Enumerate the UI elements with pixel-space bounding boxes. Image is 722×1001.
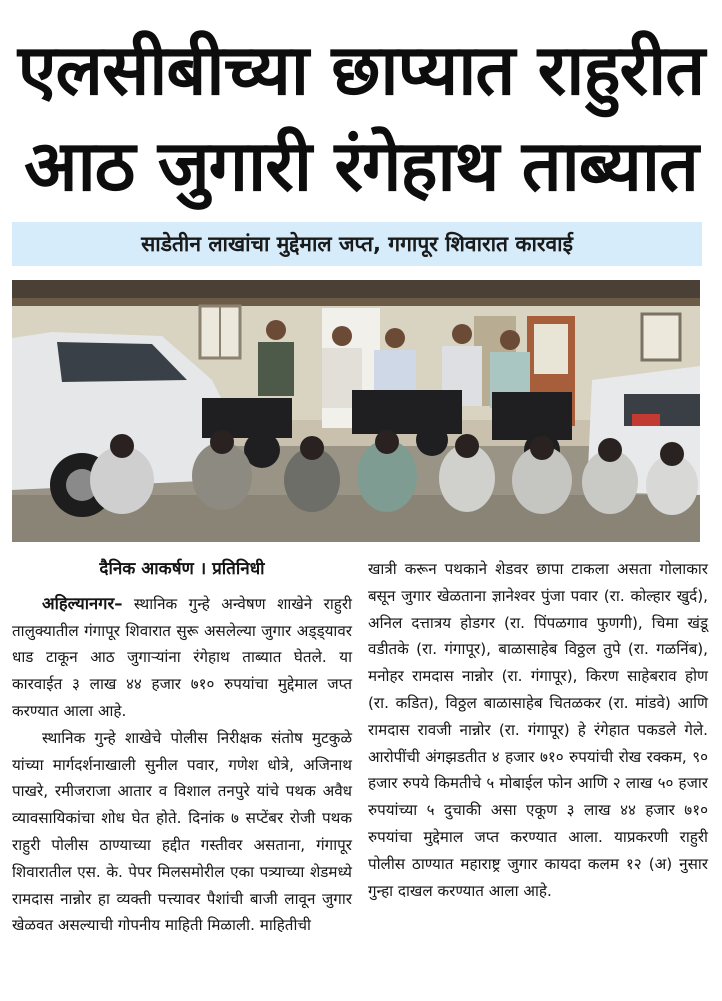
article-column-1 — [12, 556, 352, 939]
article-paragraph-3: खात्री करून पथकाने शेडवर छापा टाकला असता गोलाकार बसून जुगार खेळताना ज्ञानेश्वर पुंजा पवार (रा. कोल्हार खुर्द), अनिल दत्तात्रय होडगर (रा. पिंपळगाव फुणगी), चिमा खंडू वडीतके (रा. गंगापूर), बाळासाहेब विठ्ठल तुपे (रा. गळनिंब), मनोहर रामदास नान्नोर (रा. गंगापूर), किरण साहेबराव होण (रा. कडित), विठ्ठल बाळासाहेब चितळकर (रा. मांडवे) आणि रामदास रावजी नान्नोर (रा. गंगापूर) हे रंगेहात पकडले गेले. आरोपींची अंगझडतीत ४ हजार ७१० रुपयांची रोख रक्कम, ९० हजार रुपये किमतीचे ५ मोबाईल फोन आणि २ लाख ५० हजार रुपयांच्या ५ दुचाकी असा एकूण ३ लाख ४४ हजार ७१० रुपयांचा मुद्देमाल जप्त करण्यात आला. याप्रकरणी राहुरी पोलीस ठाण्यात महाराष्ट्र जुगार कायदा कलम १२ (अ) नुसार गुन्हा दाखल करण्यात आला आहे. — [368, 560, 708, 900]
byline: दैनिक आकर्षण । प्रतिनिधी — [99, 559, 265, 579]
article-paragraph-2: स्थानिक गुन्हे शाखेचे पोलीस निरीक्षक संतोष मुटकुळे यांच्या मार्गदर्शनाखाली सुनील पवार, गणेश धोत्रे, अजिनाथ पाखरे, रमीजराजा आतार व विशाल तनपुरे यांचे पथक अवैध व्यावसायिकांचा शोध घेत होते. दिनांक ७ सप्टेंबर रोजी पथक राहुरी पोलीस ठाण्याच्या हद्दीत गस्तीवर असताना, गंगापूर शिवारातील एस. के. पेपर मिलसमोरील एका पत्र्याच्या शेडमध्ये रामदास नान्नोर हा व्यक्ती पत्त्यावर पैशांची बाजी लावून जुगार खेळवत असल्याची गोपनीय माहिती मिळाली. माहितीची — [12, 728, 352, 935]
headline-line-2: आठ जुगारी रंगेहाथ ताब्यात — [24, 125, 698, 207]
subheadline-banner — [12, 222, 702, 266]
article-paragraph-1 — [12, 591, 352, 725]
article-column-2 — [368, 556, 708, 904]
headline — [8, 22, 714, 214]
news-photo — [12, 280, 700, 542]
paragraph-1-text: स्थानिक गुन्हे अन्वेषण शाखेने राहुरी तालुक्यातील गंगापूर शिवारात सुरू असलेल्या जुगार अड्ड्यावर धाड टाकून आठ जुगाऱ्यांना रंगेहाथ ताब्यात घेतले. या कारवाईत ३ लाख ४४ हजार ७१० रुपयांचा मुद्देमाल जप्त करण्यात आला आहे. — [12, 594, 352, 720]
headline-line-1: एलसीबीच्या छाप्यात राहुरीत — [17, 29, 705, 111]
subheadline: साडेतीन लाखांचा मुद्देमाल जप्त, गगापूर शिवारात कारवाई — [141, 232, 573, 256]
dateline: अहिल्यानगर– — [42, 593, 123, 613]
